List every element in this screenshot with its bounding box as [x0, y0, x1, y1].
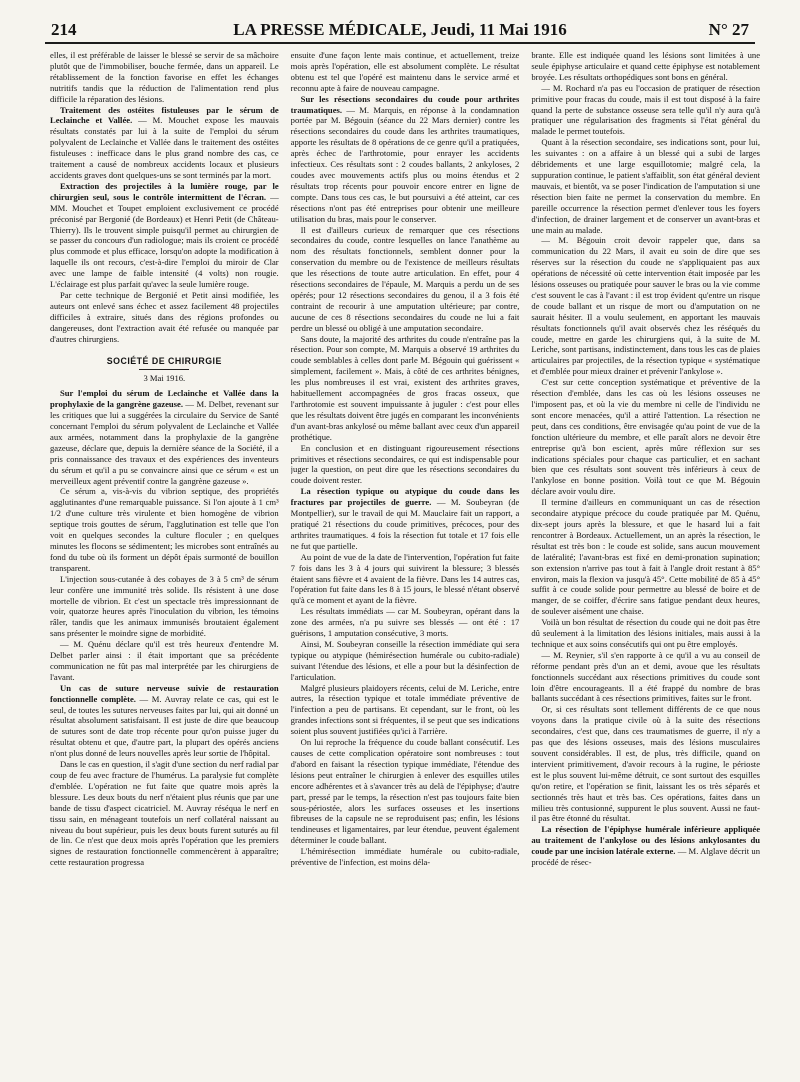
paragraph: Sans doute, la majorité des arthrites du coude n'entraîne pas la résection. Pour son compte, M. Marquis a observé 19 arthrites du coude semblables à celles dont parle M. Bégouin qui guérissent « simplement, facilement ». Mais, à côté de ces arthrites bénignes, les plus nombreuses il est vrai, existent des arthrites graves, habituellement accompagnées de gros fracas osseux, que l'arthrotomie est souvent impuissante à juguler : c'est pour elles que les résultats doivent être jugés en comparant les inconvénients d'un avant-bras ankylosé ou même ballant avec ceux d'un appareil prothétique.	[290, 333, 520, 442]
paragraph: — M. Bégouin croit devoir rappeler que, dans sa communication du 22 Mars, il avait eu soin de dire que ses réserves sur la résection du coude ne s'appliquaient pas aux opérations de nécessité où cette intervention était imposée par les lésions osseuses ou pratiquée pour sauver le bras ou la vie comme c'est souvent le cas à l'avant : il est trop évident qu'entre un risque de coude ballant et un risque de mort ou d'amputation on ne saurait hésiter. Il a voulu seulement, en apportant les mauvais résultats fonctionnels qu'il avait observés chez les réséqués du coude, mettre en garde les chirurgiens qui, à la suite de M. Leriche, sont partisans, indistinctement, dans tous les cas de plaies articulaires par projectiles, de la résection typique « systématique et d'emblée pour mieux drainer et prévenir l'ankylose ».	[531, 235, 760, 377]
section-title: SOCIÉTÉ DE CHIRURGIE	[106, 356, 222, 367]
column-2	[291, 50, 520, 1075]
paragraph	[50, 683, 279, 759]
paragraph	[291, 486, 520, 551]
paragraph: Ainsi, M. Soubeyran conseille la résection immédiate qui sera typique ou atypique (hémirésection humérale ou cubito-radiale) suivant l'étendue des lésions, et elle a pour but la désinfection de l'articulation.	[290, 638, 520, 682]
paragraph: L'injection sous-cutanée à des cobayes de 3 à 5 cm³ de sérum leur confère une immunité très solide. Ils résistent à une dose mortelle de vibrion. Et c'est un spectacle très impressionnant de voir, quatorze heures après l'inoculation du vibrion, les témoins râler, tandis que les animaux immunisés broutaient également sans présenter le moindre signe de morbidité.	[50, 573, 279, 639]
paragraph: brante. Elle est indiquée quand les lésions sont limitées à une seule épiphyse articulaire et quand cette épiphyse est notablement broyée. Les résultats orthopédiques sont bons en général.	[531, 50, 760, 82]
paragraph: C'est sur cette conception systématique et préventive de la résection d'emblée, dans les cas où les lésions osseuses ne l'imposent pas, et où la vie du membre ni celle de l'individu ne sont encore menacées, qu'il a attiré l'attention. La résection ne peut, dans ces conditions, être envisagée qu'au point de vue de la fonction ultérieure du membre, et elle paraît alors ne devoir être entreprise qu'à bon escient, après mûre réflexion sur ses indications spéciales pour chaque cas particulier, et en sachant bien que ces résultats sont souvent très inférieurs à ceux de l'ankylose en bonne position. Voilà tout ce que M. Bégouin déclare avoir voulu dire.	[531, 377, 760, 497]
article-heading: La résection typique ou atypique du coude dans les fractures par projectiles de guerre.	[290, 486, 520, 508]
article-body: — M. Marquis, en réponse à la condamnation portée par M. Bégouin (séance du 22 Mars dernier) contre les résections secondaires du coude dans les arthrites traumatiques, apporte les résultats de 8 opérations de ce genre qu'il a pratiquées, après échec de l'arthrotomie, pour enrayer les accidents infectieux. Ces résultats sont : 2 coudes ballants, 2 ankyloses, 2 coudes avec mouvements actifs plus ou moins étendus et 2 résultats trop récents pour pouvoir encore entrer en ligne de compte. Dans tous ces cas, le but poursuivi a été atteint, car ces résections n'ont pas été entreprises pour obtenir une meilleure utilisation du bras, mais pour le conserver.	[290, 104, 520, 224]
section-divider	[139, 369, 189, 370]
article-body: — M. Soubeyran (de Montpellier), sur le travail de qui M. Mauclaire fait un rapport, a pratiqué 21 résections du coude primitives, précoces, pour des arthrites traumatiques. 4 fois la résection fut totale et 17 fois elle ne fut que partielle.	[290, 497, 520, 551]
column-1	[50, 50, 279, 1075]
article-heading: Traitement des ostéites fistuleuses par le sérum de Leclainche et Vallée.	[50, 104, 279, 126]
article-body: — MM. Mouchet et Toupet emploient exclusivement ce procédé préconisé par Bergonié (de Bordeaux) et Henri Petit (de Château-Thierry). Ils le trouvent simple puisqu'il permet au chirurgien de se passer du concours d'un radiologue; mais ils croient ce procédé plus commode et plus efficace, lorsqu'on adopte la modification à laquelle ils ont recours, c'est-à-dire l'emploi du miroir de Clar avec une lampe de faible intensité (4 volts) non rougie. L'éclairage est plus parfait qu'avec la seule lumière rouge.	[50, 191, 279, 290]
paragraph: On lui reproche la fréquence du coude ballant consécutif. Les causes de cette complication opératoire sont nombreuses : tout d'abord en faisant la résection typique immédiate, l'étendue des lésions peut entraîner le chirurgien à enlever des esquilles utiles encore adhérentes et à s'avancer très au delà de l'épiphyse; d'autre part, pressé par le temps, la résection n'est pas toujours faite bien sous-périostée, alors les surfaces osseuses et les insertions fibreuses de la capsule ne se reproduisent pas; enfin, les lésions tendineuses et ligamentaires, par leur étendue, peuvent également déterminer le coude ballant.	[290, 737, 520, 846]
paragraph: Or, si ces résultats sont tellement différents de ce que nous voyons dans la pratique civile où à la suite des résections secondaires, c'est que, dans ces traumatismes de guerre, il n'y a pas que des lésions osseuses, mais des lésions musculaires souvent considérables. Il est, de plus, très difficile, quand on intervient primitivement, d'avoir recours à la rugine, le périoste est le plus souvent lui-même détruit, ce sont surtout des esquilles qu'on retire, et l'opération se finit, laissant les os très séparés et sectionnés très haut et très bas. Ces opérations, faites dans un milieu très contusionné, suppurent le plus souvent. Aussi ne faut-il pas être étonné du résultat.	[531, 704, 760, 824]
paragraph: En conclusion et en distinguant rigoureusement résections primitives et résections secondaires, ce qui est indispensable pour juger la question, on peut dire que les résections secondaires du coude doivent rester.	[290, 442, 520, 486]
article-heading: Sur les résections secondaires du coude pour arthrites traumatiques.	[290, 93, 520, 115]
paragraph: Au point de vue de la date de l'intervention, l'opération fut faite 7 fois dans les 3 à 4 jours qui suivirent la blessure; 3 blessés étaient sans fièvre et 4 avaient de la fièvre. Dans les 14 autres cas, l'opération fut faite dans les 8 à 15 jours, le blessé n'étant observé qu'à ce moment et ayant de la fièvre.	[290, 551, 520, 606]
paragraph: — M. Reynier, s'il s'en rapporte à ce qu'il a vu au conseil de réforme pendant près d'un an et demi, avoue que les résultats fonctionnels succédant aux résections primitives du coude sont loin d'être encourageants. Il a été frappé du nombre de bras ballants succédant à ces résections primitives, faites sur le front.	[531, 649, 760, 704]
article-columns	[50, 50, 760, 1075]
paragraph: Il termine d'ailleurs en communiquant un cas de résection secondaire atypique précoce du coude pratiquée par M. Quénu, dix-sept jours après la blessure, et que le hasard lui a fait rencontrer à Bordeaux. Actuellement, un an après la résection, le résultat est très bon : le coude est solide, sans aucun mouvement de latéralité; l'avant-bras est fixé en demi-pronation supination; son extension n'arrive pas tout à fait à l'angle droit restant à 85° environ, mais la flexion va jusqu'à 45°. Cette mobilité de 85 à 45° suffit à ce coude solide pour permettre au blessé de boire et de manger, de se coiffer, d'écrire sans fatigue pendant deux heures, de soulever aisément une chaise.	[531, 497, 760, 617]
paragraph: elles, il est préférable de laisser le blessé se servir de sa mâchoire plutôt que de l'immobiliser, bouche fermée, dans un appareil. Le rétablissement de la fonction favorise en effet les échanges nutritifs tandis que la réduction de l'alimentation rend plus difficile la réparation des lésions.	[50, 50, 279, 104]
paragraph: — M. Quénu déclare qu'il est très heureux d'entendre M. Delbet parler ainsi : il était important que sa précédente communication ne fût pas mal interprétée par les chirurgiens de l'avant.	[50, 639, 279, 682]
article-body: — M. Delbet, revenant sur les critiques que lui a suggérées la circulaire du Service de Santé concernant l'emploi du sérum polyvalent de Leclainche et Vallée aux armées, notamment dans la prophylaxie de la gangrène gazeuse, déclare que, depuis la dernière séance de la Société, il a pris connaissance des travaux et des expériences des inventeurs du sérum et qu'il a pu se convaincre ainsi que ce sérum « est un merveilleux agent préventif contre la gangrène gazeuse ».	[50, 399, 279, 486]
paragraph	[50, 105, 279, 181]
journal-title: LA PRESSE MÉDICALE, Jeudi, 11 Mai 1916	[233, 20, 567, 39]
article-body: — M. Alglave décrit un procédé de résec-	[531, 846, 760, 868]
page-number: 214	[51, 20, 77, 39]
section-date: 3 Mai 1916.	[143, 373, 186, 384]
article-body: — M. Auvray relate ce cas, qui est le seul, de toutes les sutures nerveuses faites par lui, qui ait donné un résultat absolument satisfaisant. Il est juste de dire que beaucoup de sutures sont de date trop récente pour qu'on puisse juger du résultat obtenu et que, d'autre part, la plupart des opérés anciens n'ont plus donné de leurs nouvelles après leur sortie de l'hôpital.	[50, 693, 279, 759]
paragraph: — M. Rochard n'a pas eu l'occasion de pratiquer de résection primitive pour fracas du coude, mais il est tout disposé à la faire quand la perte de substance osseuse sera telle qu'il n'y aura qu'à pratiquer une régularisation des fragments si l'état général du malade le permet toutefois.	[531, 82, 760, 137]
article-heading: Un cas de suture nerveuse suivie de restauration fonctionnelle complète.	[50, 682, 279, 704]
article-heading: Sur l'emploi du sérum de Leclainche et Vallée dans la prophylaxie de la gangrène gazeuse.	[50, 388, 279, 410]
article-body: — M. Mouchet expose les mauvais résultats constatés par lui à la suite de l'emploi du sérum polyvalent de Leclainche et Vallée dans le traitement des ostéites fistuleuses : inefficace dans le plus grand nombre des cas, ce traitement a causé de nombreux accidents locaux et plusieurs accidents graves dont quelques-uns se sont terminés par la mort.	[50, 115, 279, 180]
paragraph	[50, 388, 279, 486]
paragraph: Ce sérum a, vis-à-vis du vibrion septique, des propriétés agglutinantes d'une remarquable puissance. Si l'on ajoute à 1 cm³ 1/2 d'une culture très virulente et bien homogène de vibrion septique trois gouttes de sérum, l'agglutination est telle que l'on voit en quelques secondes la culture floculer ; en quelques minutes les flocons se sédimentent; les microbes sont entraînés au fond du tube où ils forment un dépôt épais surmonté de bouillon transparent.	[50, 486, 279, 573]
paragraph: Les résultats immédiats — car M. Soubeyran, opérant dans la zone des armées, n'a pu suivre ses blessés — ont été : 17 guérisons, 1 amputation consécutive, 3 morts.	[290, 606, 520, 639]
paragraph: Malgré plusieurs plaidoyers récents, celui de M. Leriche, entre autres, la résection typique et totale immédiate préventive de l'infection a peu de partisans. Et cependant, sur le front, où les grandes infections sont si fréquentes, il se peut que ses indications soient plus souvent justifiées qu'ici à l'arrière.	[290, 682, 520, 737]
paragraph	[50, 181, 279, 290]
paragraph: Quant à la résection secondaire, ses indications sont, pour lui, les suivantes : on a affaire à un blessé qui a subi de larges débridements et une large esquillotomie; malgré cela, la suppuration continue, le patient s'affaiblit, son état général devient mauvais, et bientôt, va se poser l'indication de l'amputation si une résection bien faite ne permet la conservation du membre. En pareille occurrence la résection permet d'enlever tous les foyers d'infection, de drainer largement et de conserver un avant-bras et une main au malade.	[531, 137, 760, 235]
page-header	[45, 18, 755, 44]
paragraph: Il est d'ailleurs curieux de remarquer que ces résections secondaires du coude, contre lesquelles on lance l'anathème au nom des résultats fonctionnels, semblent donner pour la conservation du membre ou de l'existence de meilleurs résultats que les résections de toute autre articulation. En effet, pour 4 résections secondaires de l'épaule, M. Marquis a perdu un de ses opérés; pour 12 résections secondaires du genou, il a 3 fois été contraint de recourir à une amputation ultérieure; par contre, aucune de ces 8 résections secondaires du coude ne lui a fait perdre un blessé ou obligé à une amputation secondaire.	[290, 224, 520, 333]
paragraph	[531, 824, 760, 868]
article-heading: Extraction des projectiles à la lumière rouge, par le chirurgien seul, sous le contrôle intermittent de l'écran.	[50, 180, 279, 202]
paragraph: Dans le cas en question, il s'agit d'une section du nerf radial par coup de feu avec fracture de l'humérus. La paralysie fut complète d'emblée. L'opération ne fut faite que quatre mois après la blessure. Les deux bouts du nerf n'étaient plus réunis que par une bande de tissu d'aspect cicatriciel. M. Auvray réséqua le nerf en tissu sain, en ménageant toutefois un nerf collatéral naissant au niveau du bout supérieur, puis les deux bouts furent suturés au fil de lin. Ce n'est que deux mois après l'opération que les premiers signes de restauration fonctionnelle commencèrent à apparaître; cette restauration progressa	[50, 759, 279, 868]
column-3	[531, 50, 760, 1075]
paragraph: Voilà un bon résultat de résection du coude qui ne doit pas être dû seulement à la limitation des lésions initiales, mais aussi à la technique et aux soins consécutifs qui ont pu être employés.	[531, 617, 760, 649]
paragraph: L'hémirésection immédiate humérale ou cubito-radiale, préventive de l'infection, est moins déla-	[290, 846, 520, 868]
paragraph: Par cette technique de Bergonié et Petit ainsi modifiée, les auteurs ont enlevé sans échec et assez facilement 48 projectiles difficiles à extraire, situés dans des régions profondes ou dangereuses, dont l'extraction avait été refusée ou manquée par d'autres chirurgiens.	[50, 289, 279, 344]
issue-number: N° 27	[708, 20, 749, 39]
article-heading: La résection de l'épiphyse humérale inférieure appliquée au traitement de l'ankylose ou des lésions ankylosantes du coude par une incision latérale externe.	[531, 824, 760, 857]
paragraph: ensuite d'une façon lente mais continue, et actuellement, treize mois après l'opération, elle est absolument complète. Le résultat obtenu est tel que l'opéré est maintenu dans le service armé et reconnu apte à faire de nouveau campagne.	[290, 50, 520, 93]
paragraph	[291, 94, 520, 225]
